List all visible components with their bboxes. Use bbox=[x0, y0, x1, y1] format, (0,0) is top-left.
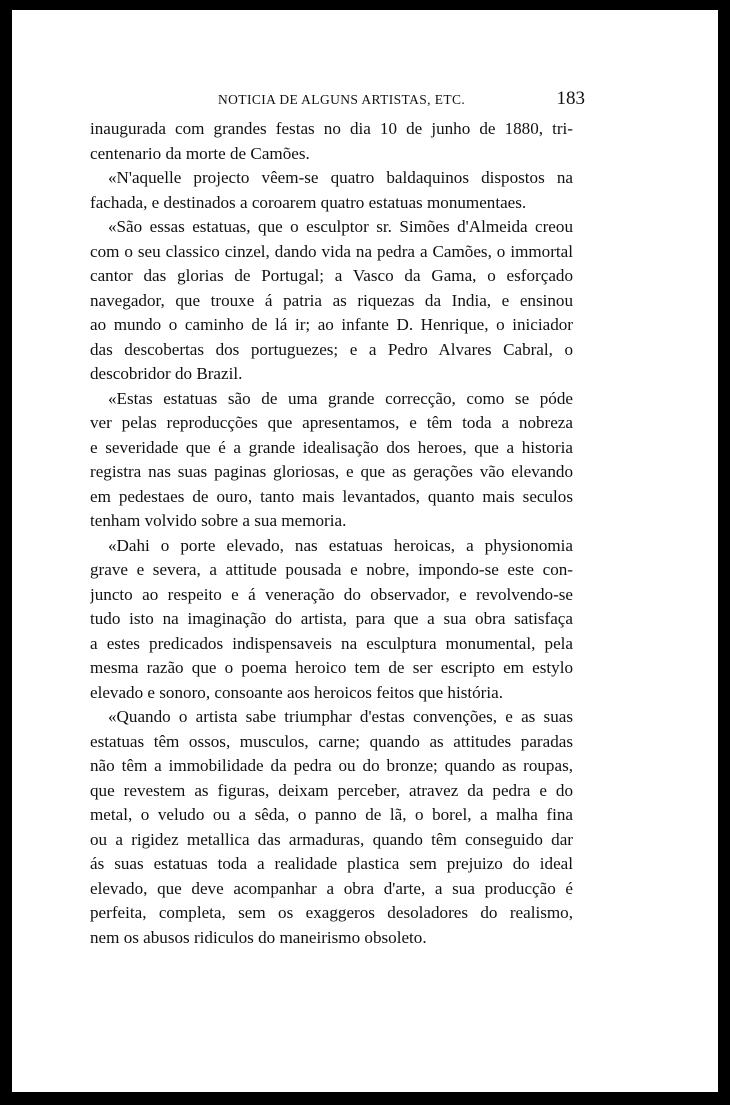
text-line: nem os abusos ridiculos do maneirismo obsoleto. bbox=[90, 927, 427, 947]
paragraph bbox=[90, 705, 573, 950]
text-line: elevado, que deve acompanhar a obra d'arte, a sua producção é bbox=[90, 878, 573, 898]
text-line: que revestem as figuras, deixam perceber, atravez da pedra e do bbox=[90, 780, 573, 800]
running-title: NOTICIA DE ALGUNS ARTISTAS, ETC. bbox=[218, 92, 466, 107]
text-line: tudo isto na imaginação do artista, para que a sua obra satisfaça bbox=[90, 609, 573, 628]
text-line: metal, o veludo ou a sêda, o panno de lã, o borel, a malha fina bbox=[90, 805, 573, 824]
text-line: com o seu classico cinzel, dando vida na pedra a Camões, o immortal bbox=[90, 241, 573, 261]
text-line: das descobertas dos portuguezes; e a Pedro Alvares Cabral, o bbox=[90, 339, 573, 359]
text-line: «Dahi o porte elevado, nas estatuas heroicas, a physionomia bbox=[108, 535, 573, 555]
text-line: «Estas estatuas são de uma grande correcção, como se póde bbox=[108, 388, 573, 408]
text-line: «São essas estatuas, que o esculptor sr. Simões d'Almeida creou bbox=[108, 217, 573, 236]
text-line: elevado e sonoro, consoante aos heroicos feitos que história. bbox=[90, 682, 503, 702]
text-line: descobridor do Brazil. bbox=[90, 364, 243, 383]
text-line: mesma razão que o poema heroico tem de ser escripto em estylo bbox=[90, 658, 573, 677]
text-line: navegador, que trouxe á patria as riquezas da India, e ensinou bbox=[90, 290, 573, 310]
text-line: juncto ao respeito e á veneração do observador, e revolvendo-se bbox=[90, 584, 573, 604]
text-line: «Quando o artista sabe triumphar d'estas convenções, e as suas bbox=[108, 707, 573, 726]
text-line: em pedestaes de ouro, tanto mais levantados, quanto mais seculos bbox=[90, 486, 573, 506]
text-line: não têm a immobilidade da pedra ou do bronze; quando as roupas, bbox=[90, 756, 573, 775]
paragraph bbox=[90, 215, 573, 387]
text-line: perfeita, completa, sem os exaggeros desoladores do realismo, bbox=[90, 903, 573, 922]
page-number: 183 bbox=[556, 88, 585, 109]
text-line: inaugurada com grandes festas no dia 10 de junho de 1880, tri- bbox=[90, 119, 573, 138]
text-line: ou a rigidez metallica das armaduras, quando têm conseguido dar bbox=[90, 829, 573, 849]
text-line: e severidade que é a grande idealisação dos heroes, que a historia bbox=[90, 437, 573, 457]
text-line: ao mundo o caminho de lá ir; ao infante D. Henrique, o iniciador bbox=[90, 315, 573, 334]
text-line: estatuas têm ossos, musculos, carne; quando as attitudes paradas bbox=[90, 731, 573, 751]
text-line: fachada, e destinados a coroarem quatro estatuas monumentaes. bbox=[90, 192, 527, 212]
paragraph bbox=[90, 534, 573, 706]
text-line: ver pelas reproducções que apresentamos, e têm toda a nobreza bbox=[90, 413, 573, 432]
text-line: tenham volvido sobre a sua memoria. bbox=[90, 511, 347, 530]
paragraph bbox=[90, 387, 573, 534]
text-line: «N'aquelle projecto vêem-se quatro baldaquinos dispostos na bbox=[108, 168, 573, 187]
body-text bbox=[90, 117, 573, 950]
text-line: a estes predicados indispensaveis na esculptura monumental, pela bbox=[90, 633, 573, 653]
page-header bbox=[102, 88, 585, 112]
text-line: cantor das glorias de Portugal; a Vasco da Gama, o esforçado bbox=[90, 266, 573, 285]
text-line: ás suas estatuas toda a realidade plastica sem prejuizo do ideal bbox=[90, 854, 573, 873]
paragraph bbox=[90, 166, 573, 215]
text-line: registra nas suas paginas gloriosas, e que as gerações vão elevando bbox=[90, 462, 573, 481]
text-line: centenario da morte de Camões. bbox=[90, 143, 310, 163]
paragraph bbox=[90, 117, 573, 166]
text-line: grave e severa, a attitude pousada e nobre, impondo-se este con- bbox=[90, 560, 573, 579]
